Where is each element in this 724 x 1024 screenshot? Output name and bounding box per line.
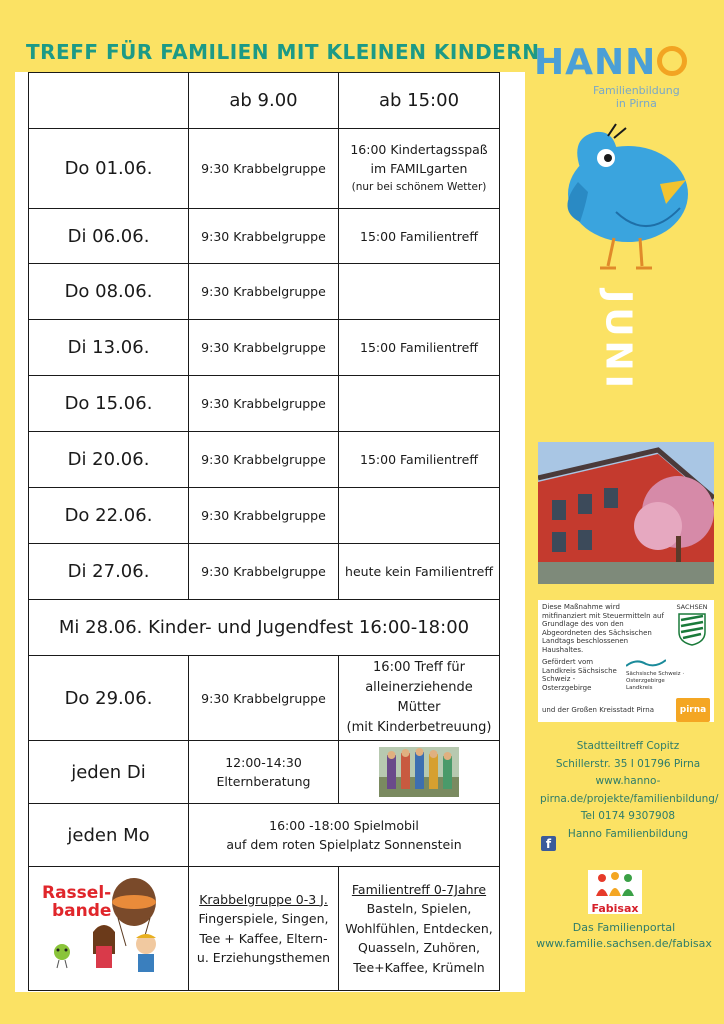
- row-date: Di 27.06.: [29, 544, 189, 600]
- bird-mascot-icon: [556, 118, 696, 278]
- facebook-icon[interactable]: f: [541, 836, 556, 851]
- rasselbande-logo: [34, 874, 184, 984]
- portal-block: [524, 920, 724, 952]
- contact-line: Stadtteiltreff Copitz: [576, 740, 680, 752]
- contact-block: [540, 738, 719, 843]
- row-am: 9:30 Krabbelgruppe: [189, 488, 339, 544]
- legend-row: [29, 867, 500, 991]
- table-row: [29, 544, 500, 600]
- fabisax-text: Fabisax: [591, 902, 639, 915]
- header-pm: ab 15:00: [339, 73, 500, 129]
- hanno-logo-o-icon: [657, 46, 687, 76]
- building-photo: [538, 442, 714, 584]
- row-pm: heute kein Familientreff: [339, 544, 500, 600]
- row-pm: [339, 656, 500, 741]
- month-label: [597, 289, 639, 393]
- row-date: Di 20.06.: [29, 432, 189, 488]
- fest-row: [29, 600, 500, 656]
- contact-line: Schillerstr. 35 I 01796 Pirna: [555, 757, 701, 770]
- page-title: TREFF FÜR FAMILIEN MIT KLEINEN KINDERN: [26, 40, 540, 64]
- krabbel-line: Fingerspiele, Singen,: [198, 911, 329, 926]
- pm-line: alleinerziehende Mütter: [365, 680, 473, 715]
- krabbel-legend-cell: [189, 867, 339, 991]
- month-text: JUNI: [597, 289, 639, 393]
- pm-note: (nur bei schönem Wetter): [351, 181, 487, 193]
- sponsor-text-3: und der Großen Kreisstadt Pirna: [542, 705, 655, 714]
- pm-line: 16:00 Treff für: [373, 660, 465, 675]
- row-date: Di 06.06.: [29, 209, 189, 264]
- sachsen-label: SACHSEN: [676, 603, 708, 611]
- row-am: 9:30 Krabbelgruppe: [189, 376, 339, 432]
- sachsen-logo: [674, 603, 710, 654]
- row-date: Di 13.06.: [29, 320, 189, 376]
- table-row: [29, 376, 500, 432]
- row-am: 9:30 Krabbelgruppe: [189, 432, 339, 488]
- table-row: [29, 320, 500, 376]
- portal-link[interactable]: www.familie.sachsen.de/fabisax: [536, 937, 712, 950]
- row-pm: 15:00 Familientreff: [339, 209, 500, 264]
- pm-line: 16:00 Kindertagsspaß: [350, 142, 488, 157]
- row-pm: 15:00 Familientreff: [339, 432, 500, 488]
- desc-line: auf dem roten Spielplatz Sonnenstein: [226, 837, 462, 852]
- jeden-di-row: [29, 741, 500, 804]
- row-date: Do 15.06.: [29, 376, 189, 432]
- logo-line2: bande: [51, 900, 111, 921]
- logo-line1: Rassel-: [41, 882, 111, 903]
- landkreis-sub: Landkreis: [626, 685, 653, 691]
- row-am: 9:30 Krabbelgruppe: [189, 320, 339, 376]
- row-date: Do 29.06.: [29, 656, 189, 741]
- row-am: 9:30 Krabbelgruppe: [189, 544, 339, 600]
- time-line: 16:00 -18:00 Spielmobil: [269, 818, 419, 833]
- row-am: 9:30 Krabbelgruppe: [189, 264, 339, 320]
- schedule-table: [28, 72, 500, 991]
- row-date: Do 01.06.: [29, 129, 189, 209]
- table-row: [29, 656, 500, 741]
- portal-title: Das Familienportal: [572, 921, 676, 934]
- time-line: 12:00-14:30: [225, 755, 302, 770]
- sponsor-top: [542, 603, 710, 654]
- row-am: 9:30 Krabbelgruppe: [189, 656, 339, 741]
- row-pm: [339, 376, 500, 432]
- hanno-logo: [534, 42, 687, 83]
- familien-line: Quasseln, Zuhören,: [358, 940, 480, 956]
- krabbel-line: Tee + Kaffee, Eltern-: [199, 930, 328, 946]
- fest-cell: Mi 28.06. Kinder- und Jugendfest 16:00-18:00: [29, 600, 500, 656]
- sponsor-text-1: Diese Maßnahme wird mitfinanziert mit Steuermitteln auf Grundlage des von den Abgeordneten des Sächsischen Landtags beschlossenen Haushaltes.: [542, 603, 664, 654]
- row-date: jeden Mo: [29, 804, 189, 867]
- row-pm: 15:00 Familientreff: [339, 320, 500, 376]
- familien-title: Familientreff 0-7Jahre: [351, 881, 487, 897]
- hanno-sub-line: in Pirna: [615, 97, 657, 110]
- rasselbande-logo-cell: [29, 867, 189, 991]
- table-header-row: [29, 73, 500, 129]
- contact-link[interactable]: www.hanno-: [595, 775, 661, 787]
- desc-line: Elternberatung: [216, 774, 311, 789]
- header-empty-cell: [29, 73, 189, 129]
- krabbel-title: Krabbelgruppe 0-3 J.: [199, 891, 328, 907]
- jeden-mo-row: [29, 804, 500, 867]
- table-row: [29, 264, 500, 320]
- contact-line: Hanno Familienbildung: [567, 827, 689, 840]
- pm-line: im FAMILgarten: [370, 161, 468, 176]
- pm-line: (mit Kinderbetreuung): [346, 720, 492, 735]
- hanno-logo-text: HANN: [534, 42, 657, 83]
- header-am: ab 9.00: [189, 73, 339, 129]
- row-am: [189, 741, 339, 804]
- pirna-logo: pirna: [676, 698, 710, 722]
- row-date: jeden Di: [29, 741, 189, 804]
- table-row: [29, 488, 500, 544]
- row-pm: [339, 488, 500, 544]
- fabisax-figures-icon: [588, 870, 642, 898]
- row-am: 9:30 Krabbelgruppe: [189, 129, 339, 209]
- row-date: Do 22.06.: [29, 488, 189, 544]
- sponsor-box: [538, 600, 714, 722]
- table-row: [29, 209, 500, 264]
- krabbel-line: u. Erziehungsthemen: [196, 950, 331, 965]
- spielmobil-cell: [189, 804, 500, 867]
- hanno-subtitle: [593, 84, 680, 110]
- table-row: [29, 432, 500, 488]
- row-pm: [339, 264, 500, 320]
- familien-legend-cell: [339, 867, 500, 991]
- sponsor-bottom: [542, 698, 710, 722]
- sachsen-crest-icon: [677, 612, 707, 646]
- row-date: Do 08.06.: [29, 264, 189, 320]
- figures-photo-cell: [339, 741, 500, 804]
- contact-phone: Tel 0174 9307908: [580, 810, 676, 822]
- figures-photo: [379, 747, 459, 797]
- row-am: 9:30 Krabbelgruppe: [189, 209, 339, 264]
- hanno-sub-line: Familienbildung: [593, 84, 680, 97]
- landkreis-wave-icon: [626, 658, 666, 668]
- contact-link[interactable]: pirna.de/projekte/familienbildung/: [540, 792, 719, 805]
- sponsor-text-2: Gefördert vom Landkreis Sächsische Schweiz - Osterzgebirge: [542, 658, 617, 692]
- fabisax-logo: [588, 870, 642, 914]
- row-pm: [339, 129, 500, 209]
- familien-line: Wohlfühlen, Entdecken,: [345, 920, 493, 936]
- familien-line: Tee+Kaffee, Krümeln: [353, 959, 485, 975]
- landkreis-logo: [626, 658, 710, 692]
- sponsor-middle: [542, 658, 710, 692]
- landkreis-label: Sächsische Schweiz · Osterzgebirge: [626, 671, 685, 684]
- familien-line: Basteln, Spielen,: [366, 901, 472, 917]
- table-row: [29, 129, 500, 209]
